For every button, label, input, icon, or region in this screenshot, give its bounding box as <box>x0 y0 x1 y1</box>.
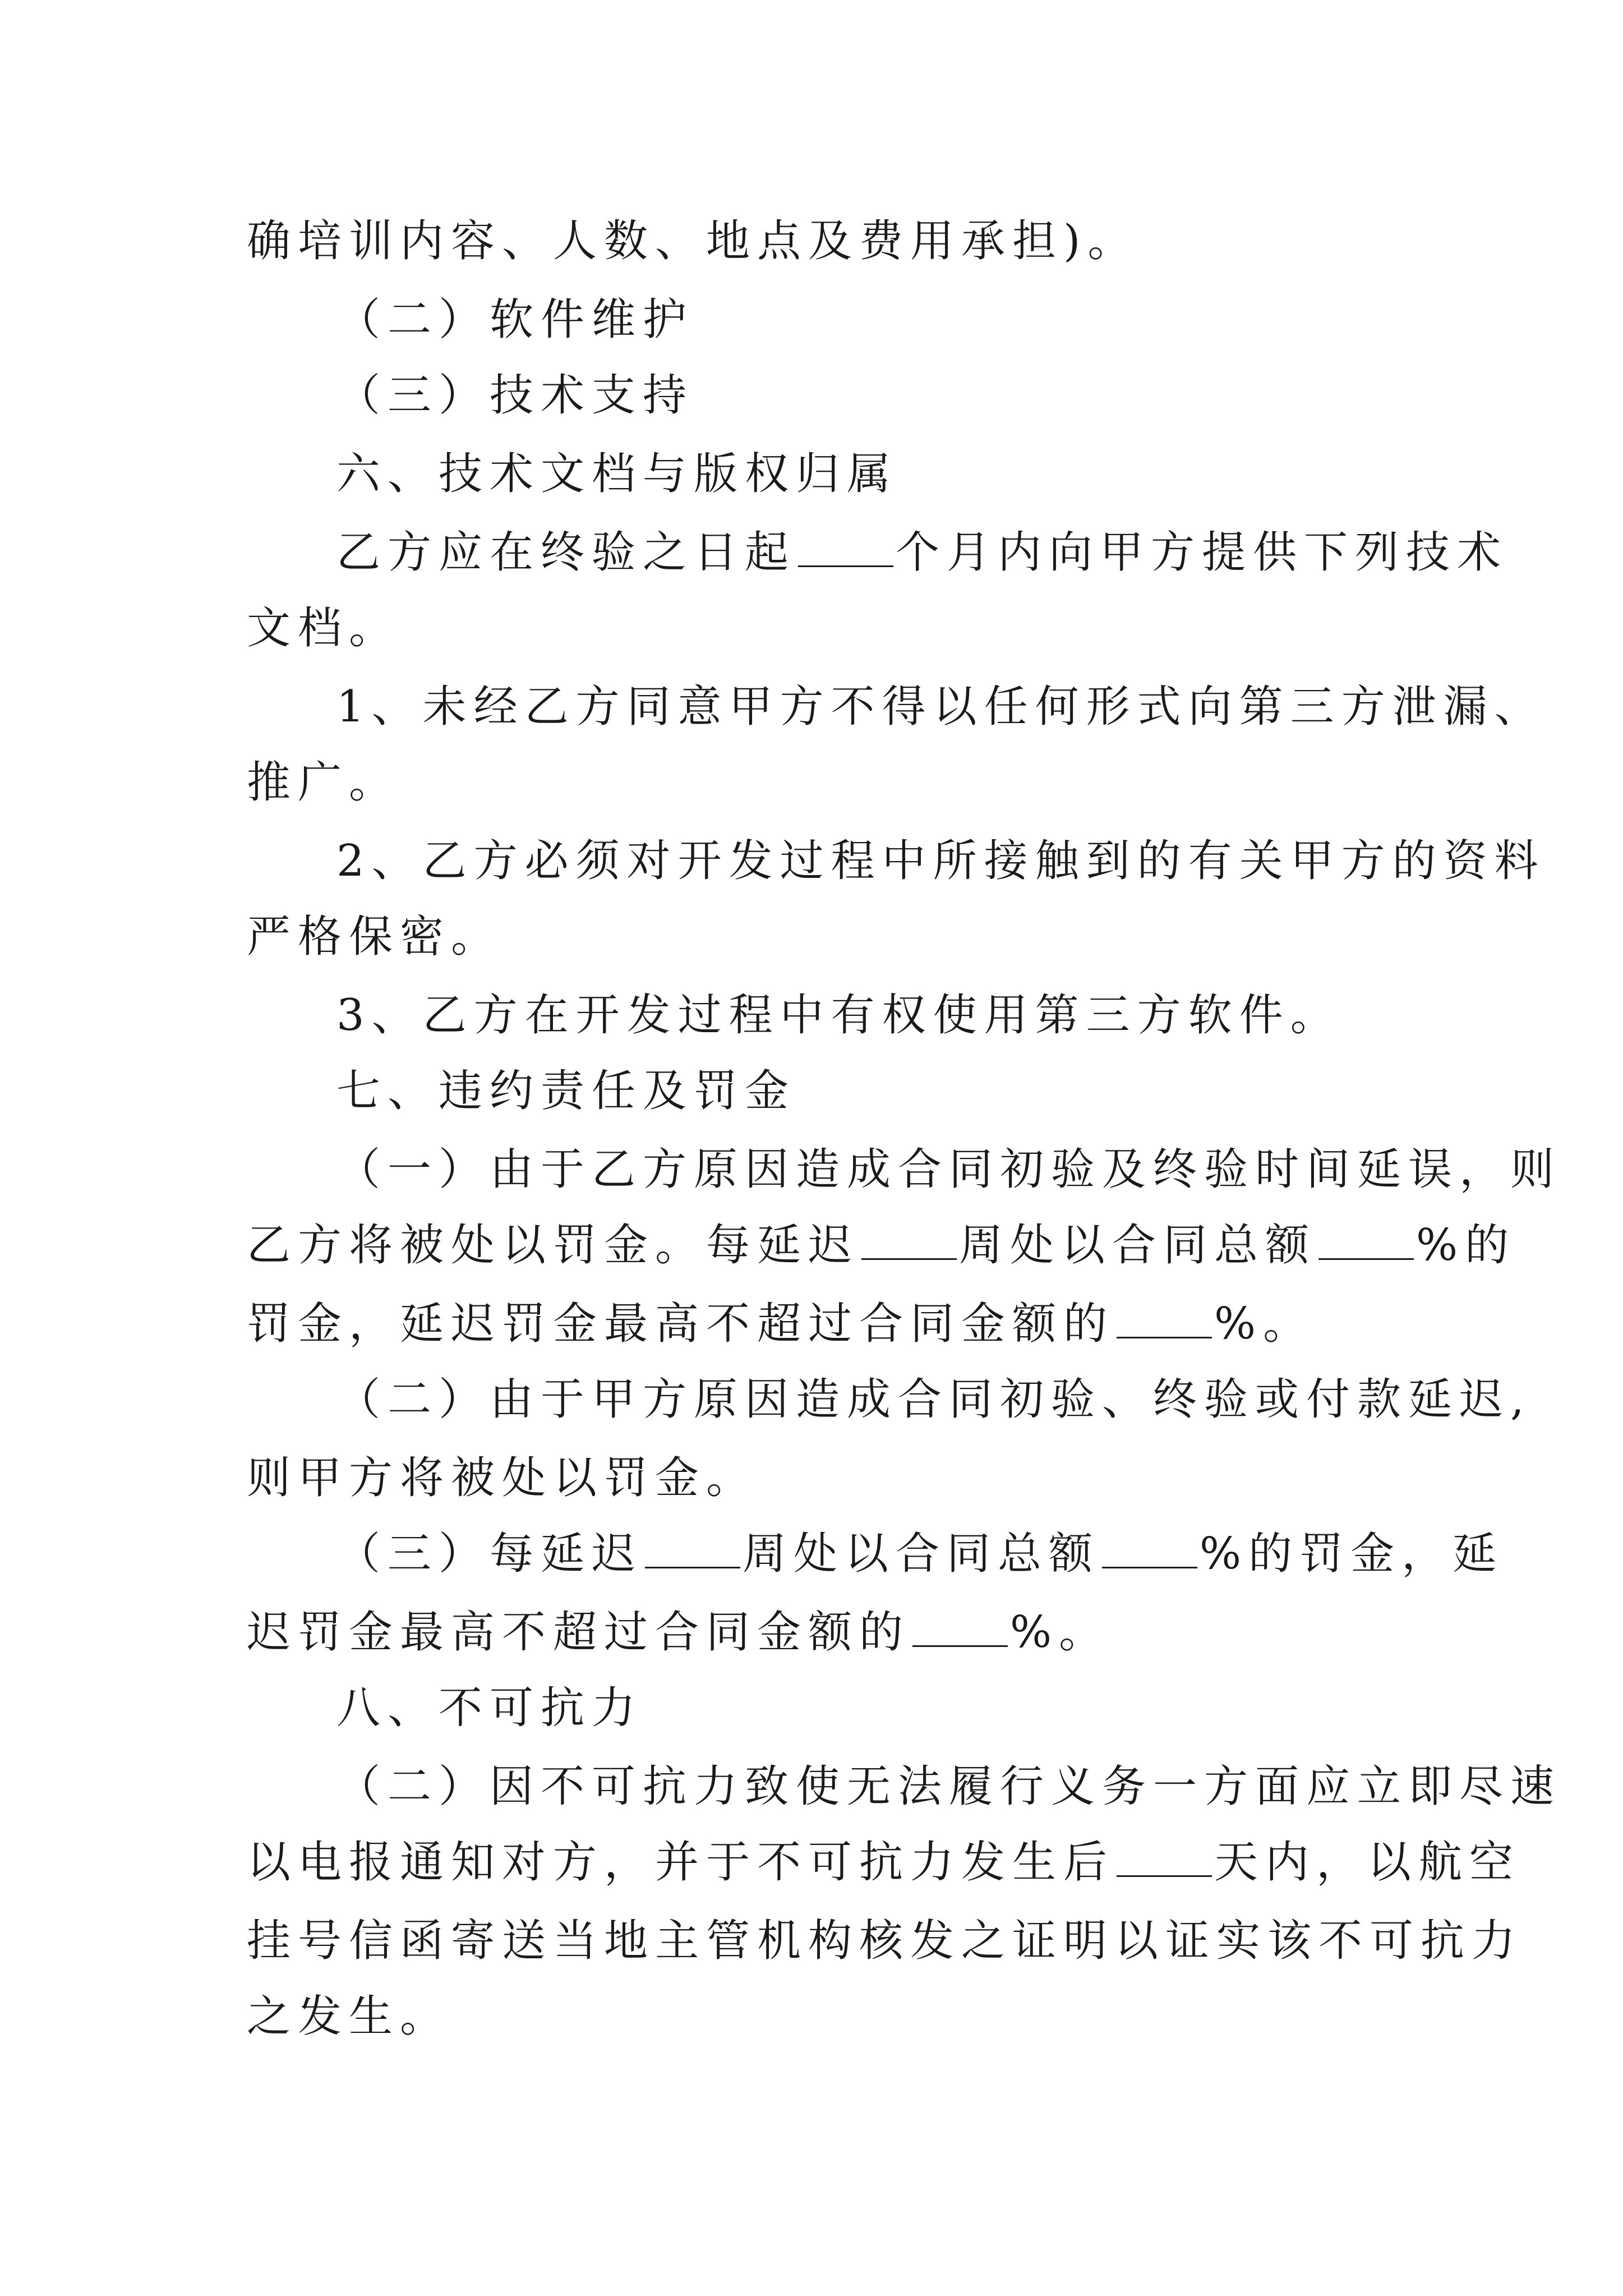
paragraph-line <box>247 754 1402 811</box>
text: %。 <box>1010 1607 1110 1658</box>
text: （三）每延迟 <box>336 1529 643 1579</box>
text: 乙方应在终验之日起 <box>336 527 796 578</box>
text: 以电报通知对方，并于不可抗力发生后 <box>247 1837 1115 1888</box>
text: 之发生。 <box>247 1991 451 2042</box>
text: 罚金，延迟罚金最高不超过合同金额的 <box>247 1299 1115 1349</box>
text: 八、不可抗力 <box>336 1683 643 1733</box>
text: 乙方将被处以罚金。每延迟 <box>247 1220 860 1271</box>
text: 天内，以航空 <box>1214 1837 1521 1888</box>
fill-in-blank <box>645 1533 740 1568</box>
text: 3、乙方在开发过程中有权使用第三方软件。 <box>336 990 1341 1041</box>
paragraph-line <box>247 1450 1402 1506</box>
fill-in-blank <box>912 1612 1008 1647</box>
section-heading <box>336 292 1492 348</box>
paragraph-line <box>336 1372 1532 1428</box>
fill-in-blank <box>1102 1533 1197 1568</box>
text: 六、技术文档与版权归属 <box>336 449 898 499</box>
fill-in-blank <box>798 532 893 567</box>
paragraph-line <box>247 1296 1402 1352</box>
paragraph-line <box>247 1989 1402 2045</box>
text: 2、乙方必须对开发过程中所接触到的有关甲方的资料 <box>336 836 1546 886</box>
text: %。 <box>1214 1299 1315 1349</box>
paragraph-line <box>247 1604 1402 1660</box>
text: %的罚金，延 <box>1200 1529 1504 1579</box>
text: （二）因不可抗力致使无法履行义务一方面应立即尽速 <box>336 1761 1562 1812</box>
text: 则甲方将被处以罚金。 <box>247 1453 758 1503</box>
fill-in-blank <box>861 1225 957 1260</box>
paragraph-line <box>336 833 1546 889</box>
text: 迟罚金最高不超过合同金额的 <box>247 1607 911 1658</box>
paragraph-line <box>336 1759 1562 1815</box>
paragraph-line <box>336 1526 1504 1582</box>
section-heading <box>336 1063 1492 1119</box>
text: 周处以合同总额 <box>959 1220 1317 1271</box>
text: 严格保密。 <box>247 912 502 962</box>
section-heading <box>336 367 1492 424</box>
text: （二）软件维护 <box>336 295 694 345</box>
paragraph-line <box>247 600 1402 656</box>
paragraph-line <box>247 1217 1516 1273</box>
fill-in-blank <box>1318 1225 1414 1260</box>
text: 个月内向甲方提供下列技术 <box>896 527 1509 578</box>
paragraph-line <box>247 1913 1523 1969</box>
paragraph-line <box>336 987 1492 1043</box>
fill-in-blank <box>1117 1303 1212 1338</box>
text: 七、违约责任及罚金 <box>336 1066 796 1116</box>
text: 文档。 <box>247 603 400 654</box>
text: %的 <box>1416 1220 1516 1271</box>
fill-in-blank <box>1117 1842 1212 1877</box>
text: 挂号信函寄送当地主管机构核发之证明以证实该不可抗力 <box>247 1916 1523 1966</box>
text: （一）由于乙方原因造成合同初验及终验时间延误，则 <box>336 1144 1562 1195</box>
text: （三）技术支持 <box>336 370 694 421</box>
section-heading <box>336 446 1492 502</box>
text: 1、未经乙方同意甲方不得以任何形式向第三方泄漏、 <box>336 682 1546 732</box>
text: 周处以合同总额 <box>743 1529 1100 1579</box>
paragraph-line <box>247 213 1402 269</box>
section-heading <box>336 1680 1492 1736</box>
text: 推广。 <box>247 757 400 808</box>
text: （二）由于甲方原因造成合同初验、终验或付款延迟, <box>336 1374 1532 1425</box>
text: 确培训内容、人数、地点及费用承担)。 <box>247 216 1139 266</box>
paragraph-line <box>336 524 1509 581</box>
paragraph-line <box>336 679 1546 735</box>
paragraph-line <box>336 1142 1562 1198</box>
paragraph-line <box>247 909 1402 965</box>
paragraph-line <box>247 1834 1521 1890</box>
